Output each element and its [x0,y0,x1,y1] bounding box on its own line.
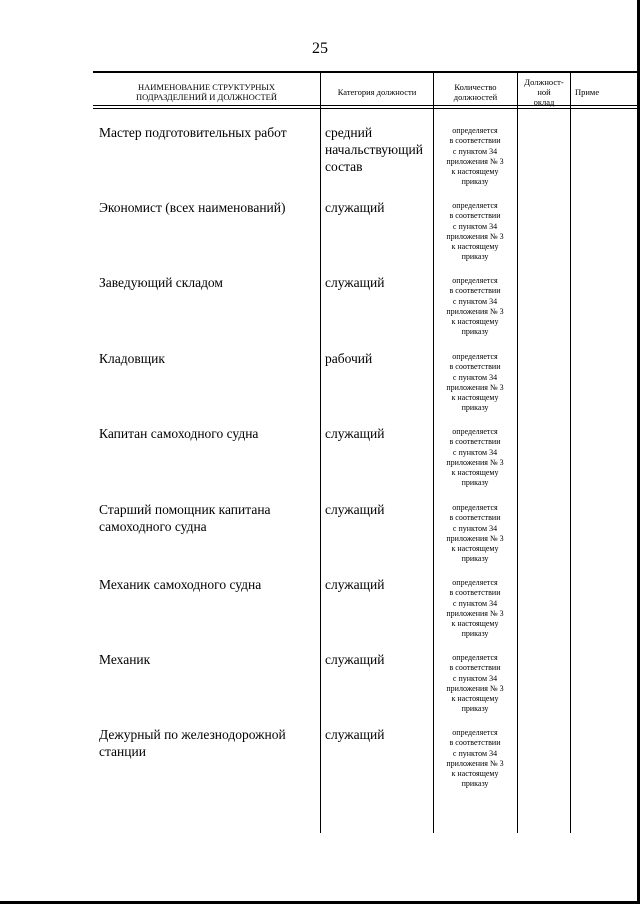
position-name: Механик [99,652,151,667]
position-category: служащий [325,577,385,592]
table-row [93,274,640,349]
position-quantity: определяется в соответствии с пунктом 34 приложения № 3 к настоящему приказу [446,653,504,714]
table-row [93,199,640,274]
position-category: служащий [325,426,385,441]
table-row [93,726,640,801]
table-row [93,425,640,500]
page-number: 25 [312,40,328,57]
position-quantity: определяется в соответствии с пунктом 34 приложения № 3 к настоящему приказу [446,578,504,639]
position-category: средний начальствующий состав [325,125,423,174]
header-salary: Должност- ной оклад [524,77,564,107]
table-top-border [93,71,640,73]
position-name: Дежурный по железнодорожной станции [99,727,286,759]
position-name: Старший помощник капитана самоходного судна [99,502,271,534]
header-quantity: Количество должностей [453,82,498,102]
table-row [93,576,640,651]
table-row [93,651,640,726]
position-category: служащий [325,502,385,517]
position-name: Капитан самоходного судна [99,426,259,441]
position-category: служащий [325,652,385,667]
staff-table [93,71,640,833]
position-quantity: определяется в соответствии с пунктом 34 приложения № 3 к настоящему приказу [446,352,504,413]
position-name: Мастер подготовительных работ [99,125,287,140]
table-row [93,501,640,576]
position-quantity: определяется в соответствии с пунктом 34 приложения № 3 к настоящему приказу [446,427,504,488]
position-category: служащий [325,727,385,742]
position-name: Заведующий складом [99,275,223,290]
position-quantity: определяется в соответствии с пунктом 34 приложения № 3 к настоящему приказу [446,201,504,262]
header-note: Приме [575,87,600,97]
position-quantity: определяется в соответствии с пунктом 34 приложения № 3 к настоящему приказу [446,503,504,564]
table-row [93,124,640,199]
position-name: Экономист (всех наименований) [99,200,286,215]
position-category: служащий [325,200,385,215]
position-category: служащий [325,275,385,290]
position-name: Кладовщик [99,351,165,366]
position-quantity: определяется в соответствии с пунктом 34 приложения № 3 к настоящему приказу [446,276,504,337]
position-name: Механик самоходного судна [99,577,262,592]
position-quantity: определяется в соответствии с пунктом 34 приложения № 3 к настоящему приказу [446,126,504,187]
table-row [93,350,640,425]
position-category: рабочий [325,351,373,366]
header-name: НАИМЕНОВАНИЕ СТРУКТУРНЫХ ПОДРАЗДЕЛЕНИЙ И ДОЛЖНОСТЕЙ [135,82,278,102]
position-quantity: определяется в соответствии с пунктом 34 приложения № 3 к настоящему приказу [446,728,504,789]
header-category: Категория должности [337,87,417,97]
